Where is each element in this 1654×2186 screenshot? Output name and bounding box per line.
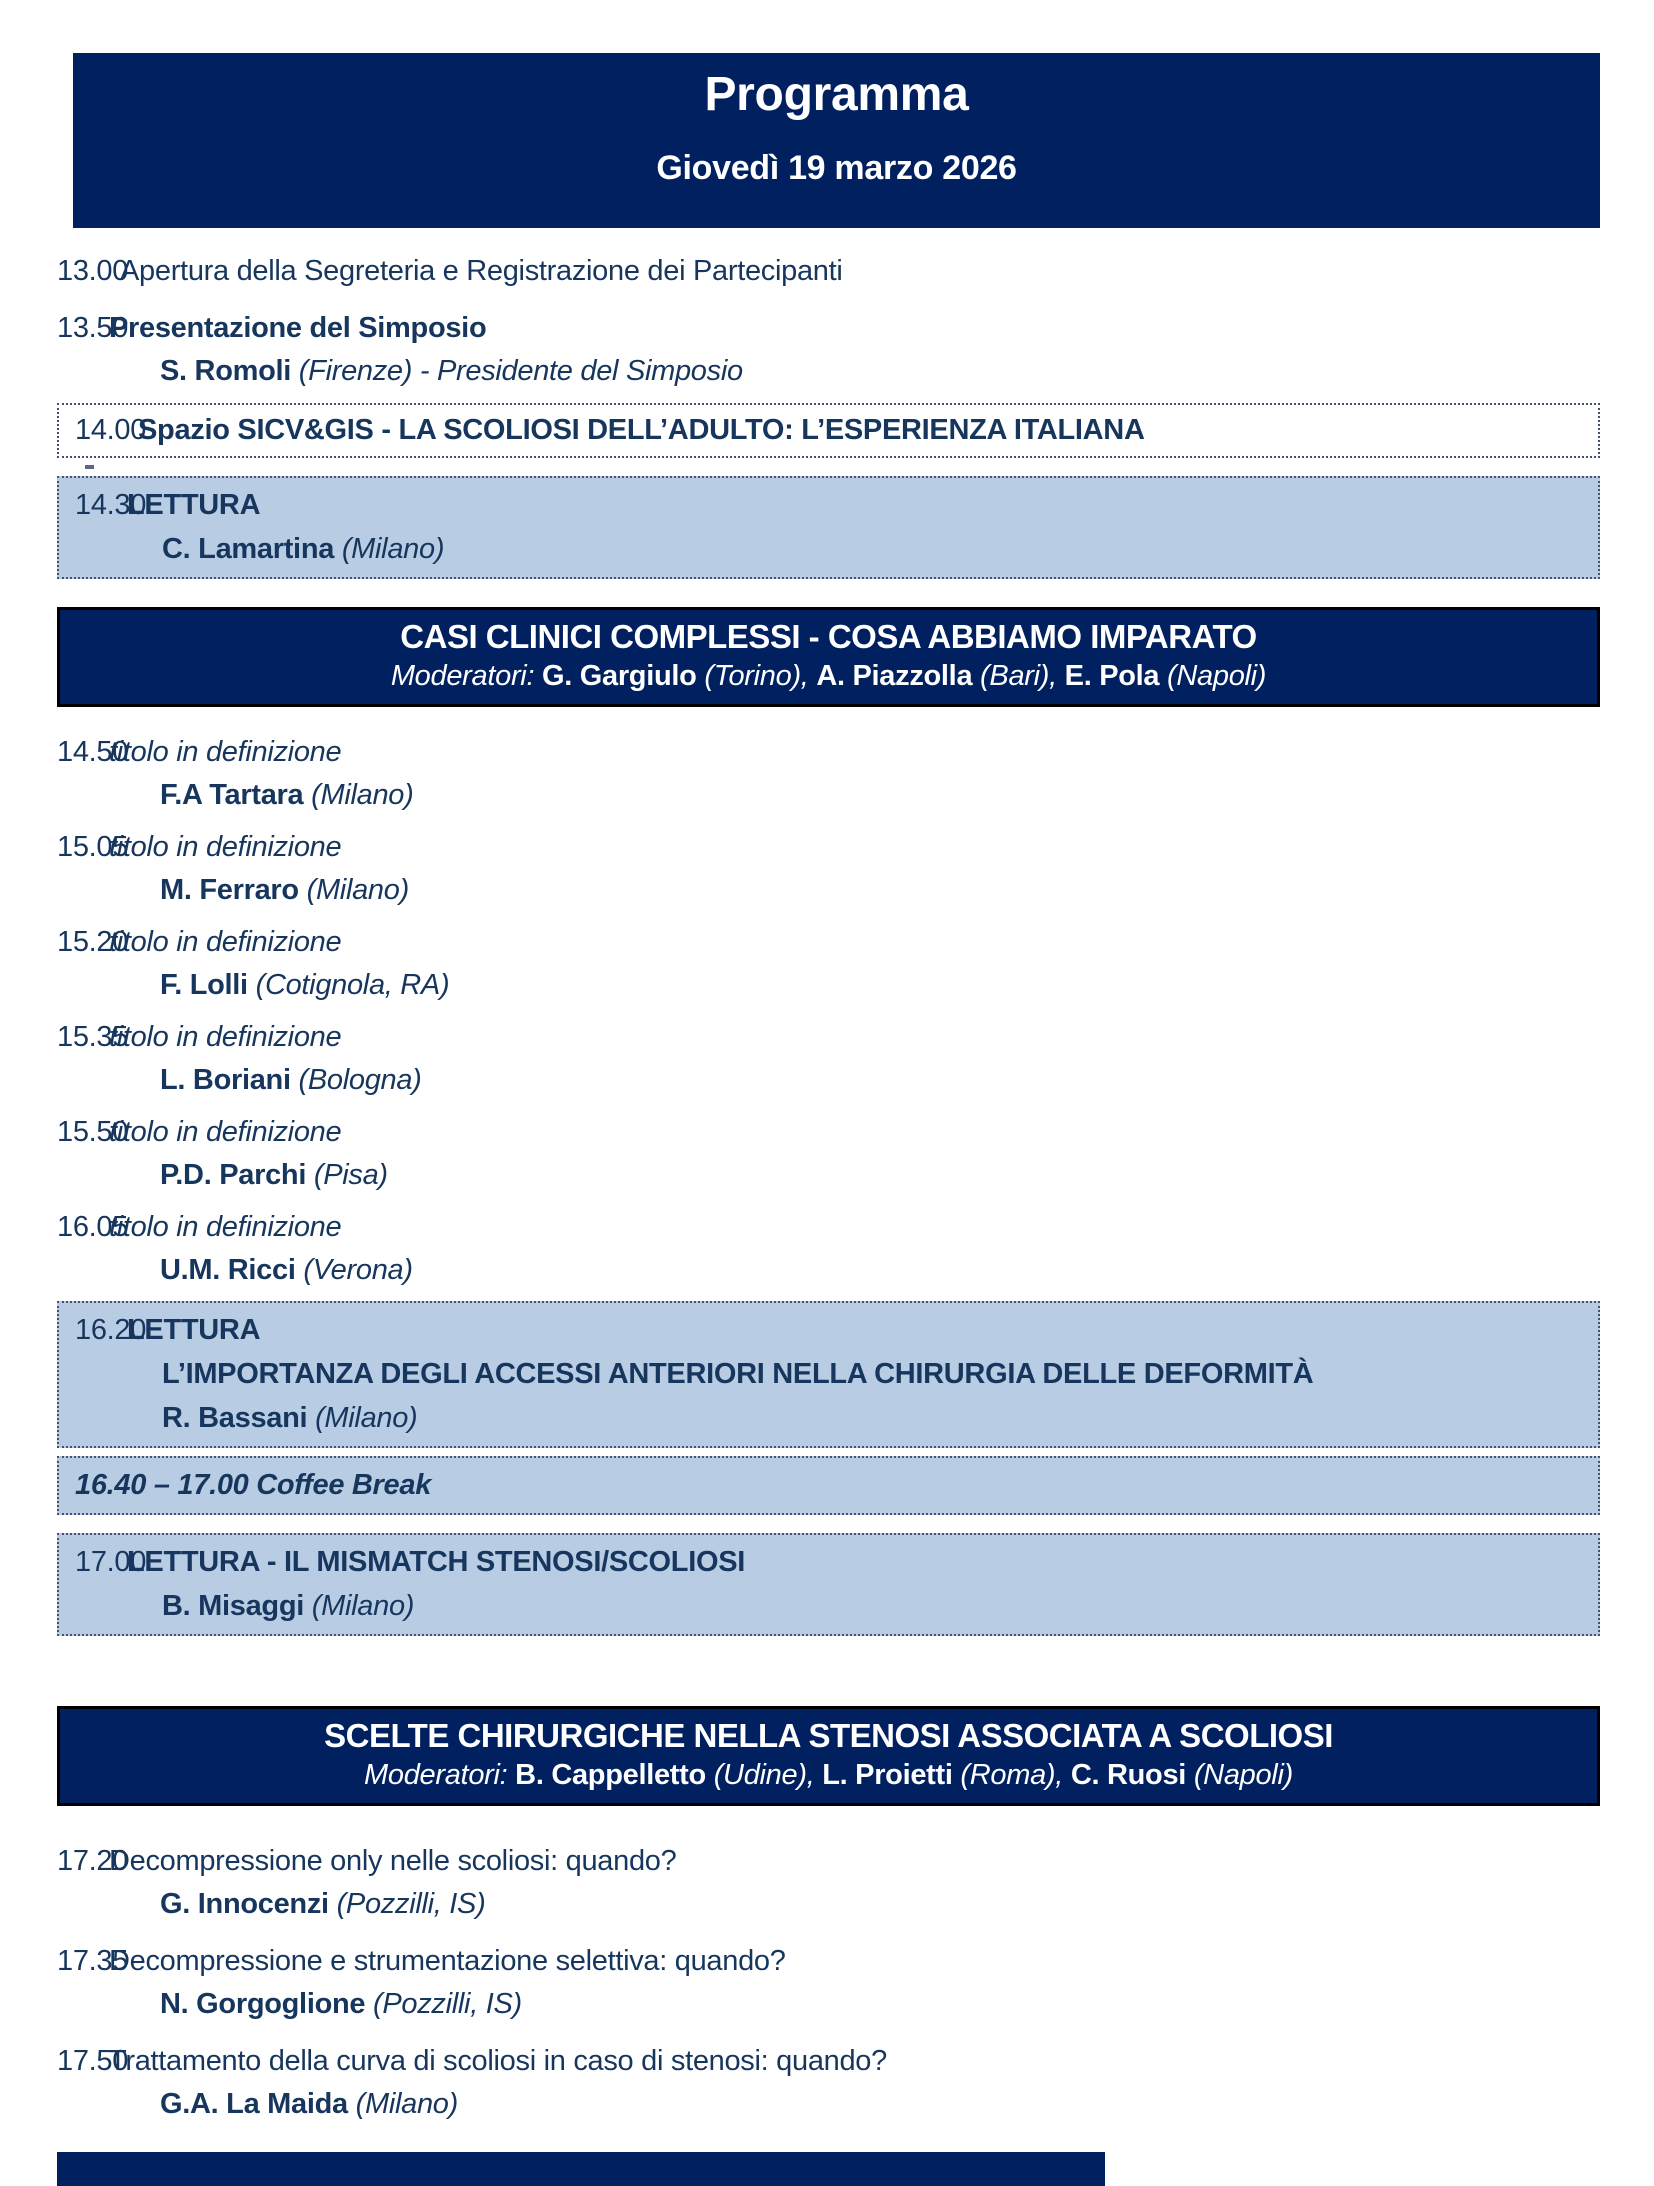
speaker-name: G.A. La Maida bbox=[160, 2088, 348, 2120]
speaker-name: C. Lamartina bbox=[162, 533, 335, 565]
item-time: 15.35 bbox=[57, 1021, 129, 1053]
speaker-city: (Milano) bbox=[311, 1590, 415, 1622]
item-time: 17.20 bbox=[57, 1845, 129, 1877]
moderators-label: Moderatori: bbox=[390, 660, 535, 692]
item-title: Decompressione only nelle scoliosi: quando? bbox=[109, 1845, 677, 1877]
item-time: 14.50 bbox=[57, 736, 129, 768]
speaker-name: N. Gorgoglione bbox=[160, 1988, 366, 2020]
stray-dash-artifact bbox=[85, 465, 94, 469]
moderator-city: (Torino), bbox=[704, 660, 809, 692]
moderator-city: (Napoli) bbox=[1167, 660, 1267, 692]
item-title: titolo in definizione bbox=[109, 1211, 342, 1243]
session-header-casi-clinici bbox=[57, 607, 1600, 707]
session-moderators bbox=[70, 1756, 1587, 1794]
moderator-city: (Napoli) bbox=[1193, 1759, 1293, 1791]
talk-item-1735 bbox=[57, 1940, 1600, 2026]
talk-item-1505 bbox=[57, 826, 1600, 912]
talk-item-1535 bbox=[57, 1016, 1600, 1102]
speaker-detail: (Firenze) - Presidente del Simposio bbox=[298, 355, 743, 387]
item-time: 16.20 bbox=[75, 1314, 147, 1346]
speaker-line bbox=[75, 1396, 1588, 1440]
speaker-name: F. Lolli bbox=[160, 969, 248, 1001]
spazio-sicvgis-box bbox=[57, 403, 1600, 458]
lettura-1700-box bbox=[57, 1533, 1600, 1636]
session-moderators bbox=[70, 657, 1587, 695]
item-title: Decompressione e strumentazione selettiva: quando? bbox=[109, 1945, 786, 1977]
item-title: Presentazione del Simposio bbox=[109, 312, 487, 344]
session-header-scelte-chirurgiche bbox=[57, 1706, 1600, 1806]
item-time: 13.50 bbox=[57, 312, 129, 344]
session-title: CASI CLINICI COMPLESSI - COSA ABBIAMO IMPARATO bbox=[400, 618, 1257, 655]
moderator-name: L. Proietti bbox=[822, 1759, 953, 1791]
talk-item-1720 bbox=[57, 1840, 1600, 1926]
program-date: Giovedì 19 marzo 2026 bbox=[656, 149, 1017, 187]
talk-item-1750 bbox=[57, 2040, 1600, 2126]
speaker-city: (Milano) bbox=[315, 1402, 418, 1434]
speaker-line bbox=[75, 1584, 1588, 1628]
speaker-line bbox=[57, 964, 1600, 1007]
item-title: titolo in definizione bbox=[109, 1116, 342, 1148]
session-title: SCELTE CHIRURGICHE NELLA STENOSI ASSOCIATA A SCOLIOSI bbox=[324, 1717, 1333, 1754]
coffee-break-box bbox=[57, 1456, 1600, 1515]
speaker-name: S. Romoli bbox=[160, 355, 292, 387]
moderator-name: G. Gargiulo bbox=[541, 660, 697, 692]
speaker-line bbox=[57, 350, 1600, 393]
item-time: 17.50 bbox=[57, 2045, 129, 2077]
item-title: LETTURA - IL MISMATCH STENOSI/SCOLIOSI bbox=[127, 1546, 746, 1578]
item-time: 13.00 bbox=[57, 255, 129, 287]
program-banner bbox=[73, 53, 1600, 228]
item-title: Apertura della Segreteria e Registrazione dei Partecipanti bbox=[120, 255, 843, 287]
moderator-name: C. Ruosi bbox=[1070, 1759, 1187, 1791]
moderator-city: (Roma), bbox=[960, 1759, 1064, 1791]
speaker-line bbox=[57, 1059, 1600, 1102]
speaker-city: (Milano) bbox=[311, 779, 414, 811]
moderators-label: Moderatori: bbox=[364, 1759, 508, 1791]
item-time: 15.20 bbox=[57, 926, 129, 958]
speaker-name: R. Bassani bbox=[162, 1402, 308, 1434]
item-title: titolo in definizione bbox=[109, 926, 342, 958]
talk-item-1605 bbox=[57, 1206, 1600, 1292]
item-time: 17.35 bbox=[57, 1945, 129, 1977]
speaker-name: M. Ferraro bbox=[160, 874, 299, 906]
speaker-city: (Milano) bbox=[355, 2088, 458, 2120]
moderator-name: B. Cappelletto bbox=[515, 1759, 706, 1791]
schedule-item-opening bbox=[57, 250, 1600, 293]
schedule-item-presentazione bbox=[57, 307, 1600, 393]
speaker-name: L. Boriani bbox=[160, 1064, 291, 1096]
speaker-city: (Pozzilli, IS) bbox=[373, 1988, 522, 2020]
item-time: 14.30 bbox=[75, 489, 147, 521]
lettura-1430-box bbox=[57, 476, 1600, 579]
speaker-line bbox=[57, 1249, 1600, 1292]
speaker-line bbox=[57, 1883, 1600, 1926]
item-title: Trattamento della curva di scoliosi in caso di stenosi: quando? bbox=[109, 2045, 887, 2077]
item-title: LETTURA bbox=[127, 1314, 261, 1346]
lettura-subtitle: L’IMPORTANZA DEGLI ACCESSI ANTERIORI NELLA CHIRURGIA DELLE DEFORMITÀ bbox=[162, 1358, 1314, 1390]
speaker-name: G. Innocenzi bbox=[160, 1888, 329, 1920]
moderator-name: A. Piazzolla bbox=[816, 660, 973, 692]
speaker-line bbox=[57, 774, 1600, 817]
speaker-city: (Pozzilli, IS) bbox=[336, 1888, 486, 1920]
speaker-name: B. Misaggi bbox=[162, 1590, 305, 1622]
speaker-line bbox=[75, 527, 1588, 571]
speaker-line bbox=[57, 1154, 1600, 1197]
item-time: 15.50 bbox=[57, 1116, 129, 1148]
item-time: 14.00 bbox=[75, 414, 147, 446]
speaker-city: (Milano) bbox=[341, 533, 445, 565]
next-section-banner-cutoff bbox=[57, 2152, 1105, 2186]
speaker-line bbox=[57, 2083, 1600, 2126]
speaker-name: P.D. Parchi bbox=[160, 1159, 307, 1191]
lettura-1620-box bbox=[57, 1301, 1600, 1448]
item-time: 15.05 bbox=[57, 831, 129, 863]
speaker-name: U.M. Ricci bbox=[160, 1254, 296, 1286]
speaker-city: (Bologna) bbox=[298, 1064, 422, 1096]
page-title: Programma bbox=[704, 68, 969, 121]
speaker-name: F.A Tartara bbox=[160, 779, 304, 811]
talk-item-1450 bbox=[57, 731, 1600, 817]
coffee-break-label: 16.40 – 17.00 Coffee Break bbox=[75, 1469, 432, 1501]
item-title: Spazio SICV&GIS - LA SCOLIOSI DELL’ADULTO: L’ESPERIENZA ITALIANA bbox=[138, 414, 1145, 446]
speaker-city: (Verona) bbox=[303, 1254, 413, 1286]
item-time: 17.00 bbox=[75, 1546, 147, 1578]
speaker-city: (Pisa) bbox=[313, 1159, 388, 1191]
moderator-city: (Udine), bbox=[713, 1759, 815, 1791]
item-title: titolo in definizione bbox=[109, 831, 342, 863]
item-title: LETTURA bbox=[127, 489, 261, 521]
moderator-name: E. Pola bbox=[1064, 660, 1160, 692]
talk-item-1520 bbox=[57, 921, 1600, 1007]
item-title: titolo in definizione bbox=[109, 1021, 342, 1053]
item-time: 16.05 bbox=[57, 1211, 129, 1243]
talk-item-1550 bbox=[57, 1111, 1600, 1197]
item-title: titolo in definizione bbox=[109, 736, 342, 768]
moderator-city: (Bari), bbox=[980, 660, 1057, 692]
speaker-line bbox=[57, 869, 1600, 912]
speaker-city: (Milano) bbox=[306, 874, 409, 906]
speaker-city: (Cotignola, RA) bbox=[255, 969, 450, 1001]
speaker-line bbox=[57, 1983, 1600, 2026]
